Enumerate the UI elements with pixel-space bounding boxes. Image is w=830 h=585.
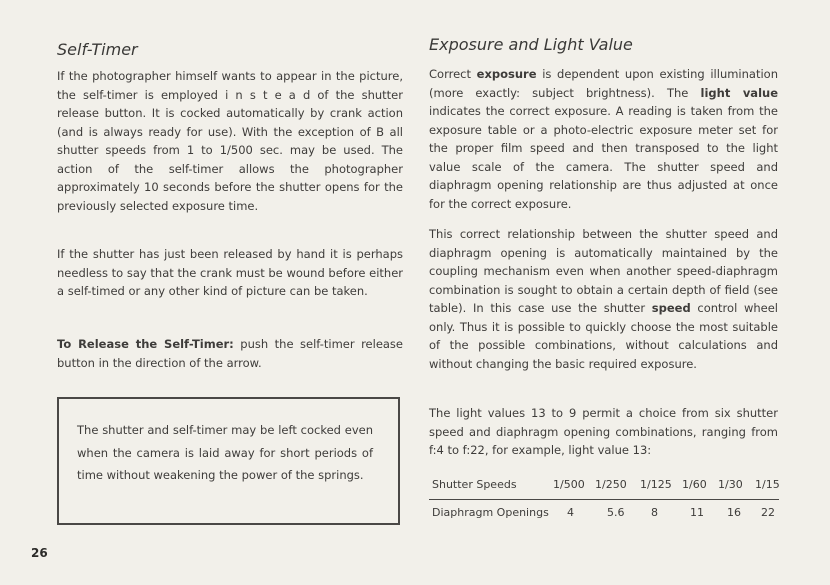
term-exposure: exposure [476, 67, 537, 81]
term-light-value: light value [700, 85, 778, 100]
table-cell: 1/60 [682, 478, 707, 491]
p2-part-a: This correct relationship between the shutter speed and diaphragm opening is automatically maintained by the coupling mechanism even when another speed-diaphragm combination is sought to obtain a certain depth of field (see table). In this case use the shutter [429, 227, 778, 315]
page-number: 26 [31, 546, 48, 560]
table-cell: 1/250 [595, 478, 627, 491]
paragraph-self-timer-intro: If the photographer himself wants to appear in the picture, the self-timer is employed i n s t e a d of the shutter release button. It is cocked automatically by crank action (and is always ready for use). With the exception of B all shutter speeds from 1 to 1/500 sec. may be used. The action of the self-timer allows the photographer approximately 10 seconds before the shutter opens for the previously selected exposure time. [57, 69, 403, 213]
table-cell: 11 [690, 506, 704, 519]
table-cell: 4 [567, 506, 574, 519]
paragraph-light-values: The light values 13 to 9 permit a choice from six shutter speed and diaphragm opening combinations, ranging from f:4 to f:22, for example, light value 13: [429, 406, 778, 457]
table-divider [429, 499, 779, 500]
note-box [57, 397, 400, 525]
p1-part-e: indicates the correct exposure. A reading is taken from the exposure table or a photo-electric exposure meter set for the proper film speed and then transposed to the light value scale of the camera. The shutter speed and diaphragm opening relationship are thus adjusted at once for the correct exposure. [429, 104, 778, 211]
row-label-diaphragm-openings: Diaphragm Openings [432, 506, 549, 519]
paragraph-exposure-intro [429, 65, 778, 213]
paragraph-coupling [429, 225, 778, 373]
table-row-shutter-speeds [429, 478, 779, 498]
table-cell: 1/500 [553, 478, 585, 491]
table-cell: 1/125 [640, 478, 672, 491]
p1-part-a: Correct [429, 67, 477, 81]
table-cell: 5.6 [607, 506, 625, 519]
section-title-exposure: Exposure and Light Value [429, 35, 633, 54]
p2-part-c: control wheel only. Thus it is possible to quickly choose the most suitable of the possible combinations, without calculations and without changing the basic required exposure. [429, 301, 778, 371]
table-cell: 16 [727, 506, 741, 519]
release-text: push the self-timer release button in the direction of the arrow. [57, 337, 404, 370]
row-label-shutter-speeds: Shutter Speeds [432, 478, 517, 491]
section-title-self-timer: Self-Timer [57, 40, 138, 59]
table-cell: 22 [761, 506, 775, 519]
paragraph-release-instruction [57, 335, 403, 372]
table-cell: 1/30 [718, 478, 743, 491]
paragraph-crank-wound: If the shutter has just been released by hand it is perhaps needless to say that the crank must be wound before either a self-timed or any other kind of picture can be taken. [57, 247, 403, 298]
term-speed: speed [651, 301, 691, 315]
table-cell: 1/15 [755, 478, 780, 491]
table-row-diaphragm [429, 506, 779, 526]
release-heading: To Release the Self-Timer: [57, 337, 234, 351]
table-cell: 8 [651, 506, 658, 519]
exposure-table [429, 478, 779, 526]
p1-part-c: is dependent upon existing illumination (more exactly: subject brightness). The [429, 67, 778, 100]
note-text: The shutter and self-timer may be left cocked even when the camera is laid away for short periods of time without weakening the power of the springs. [77, 423, 373, 482]
